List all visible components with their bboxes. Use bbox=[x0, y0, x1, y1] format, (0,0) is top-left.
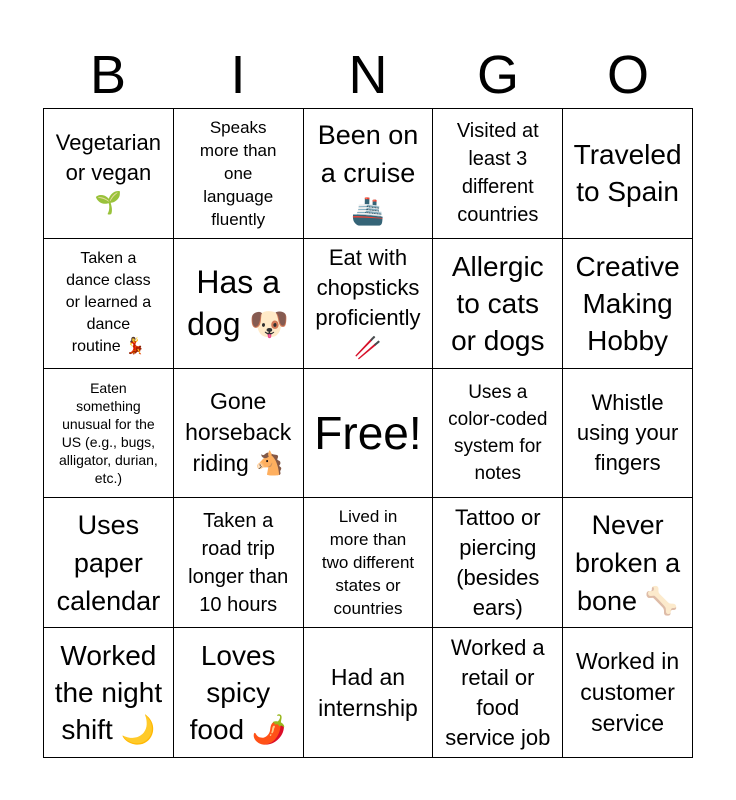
bingo-cell-r1c4[interactable] bbox=[433, 109, 563, 239]
cell-text: Whistle using your fingers bbox=[576, 389, 679, 475]
cell-text: Speaks more than one language fluently bbox=[199, 117, 277, 229]
cell-text: Has a dog 🐶 bbox=[187, 264, 290, 343]
bingo-cell-r3c2[interactable] bbox=[174, 369, 304, 499]
cell-text: Worked a retail or food service job bbox=[445, 634, 551, 750]
cell-text: Vegetarian or vegan 🌱 bbox=[55, 130, 161, 216]
bingo-cell-r2c2[interactable] bbox=[174, 239, 304, 369]
bingo-cell-r1c2[interactable] bbox=[174, 109, 304, 239]
header-letter-n: N bbox=[348, 45, 388, 105]
bingo-board bbox=[43, 108, 693, 758]
bingo-cell-r1c1[interactable] bbox=[44, 109, 174, 239]
cell-text: Never broken a bone 🦴 bbox=[575, 509, 681, 616]
bingo-cell-r2c1[interactable] bbox=[44, 239, 174, 369]
cell-text: Had an internship bbox=[318, 663, 418, 721]
cell-text: Uses paper calendar bbox=[56, 509, 161, 616]
bingo-cell-r5c2[interactable] bbox=[174, 628, 304, 758]
cell-text: Taken a dance class or learned a dance routine 💃 bbox=[65, 250, 152, 356]
cell-text: Eaten something unusual for the US (e.g., bugs, alligator, durian, etc.) bbox=[58, 379, 158, 486]
bingo-cell-r4c1[interactable] bbox=[44, 498, 174, 628]
bingo-cell-r3c1[interactable] bbox=[44, 369, 174, 499]
bingo-cell-r3c4[interactable] bbox=[433, 369, 563, 499]
cell-text: Taken a road trip longer than 10 hours bbox=[188, 509, 289, 616]
bingo-cell-free[interactable] bbox=[304, 369, 434, 499]
bingo-cell-r3c5[interactable] bbox=[563, 369, 693, 499]
cell-text: Worked the night shift 🌙 bbox=[54, 640, 163, 746]
bingo-cell-r5c4[interactable] bbox=[433, 628, 563, 758]
bingo-cell-r2c5[interactable] bbox=[563, 239, 693, 369]
header-letter-o: O bbox=[606, 45, 649, 105]
bingo-cell-r4c4[interactable] bbox=[433, 498, 563, 628]
header-letter-i: I bbox=[230, 45, 246, 105]
bingo-cell-r5c3[interactable] bbox=[304, 628, 434, 758]
bingo-cell-r1c5[interactable] bbox=[563, 109, 693, 239]
cell-text: Gone horseback riding 🐴 bbox=[185, 388, 292, 477]
bingo-cell-r4c3[interactable] bbox=[304, 498, 434, 628]
bingo-cell-r4c2[interactable] bbox=[174, 498, 304, 628]
cell-text: Been on a cruise 🚢 bbox=[317, 120, 419, 227]
bingo-header bbox=[43, 44, 693, 106]
cell-text: Loves spicy food 🌶️ bbox=[189, 640, 287, 746]
cell-text: Uses a color-coded system for notes bbox=[448, 381, 548, 484]
cell-text: Creative Making Hobby bbox=[575, 250, 680, 356]
cell-text: Worked in customer service bbox=[576, 648, 680, 737]
cell-text: Tattoo or piercing (besides ears) bbox=[454, 504, 541, 620]
bingo-cell-r1c3[interactable] bbox=[304, 109, 434, 239]
bingo-cell-r4c5[interactable] bbox=[563, 498, 693, 628]
header-letter-b: B bbox=[89, 45, 127, 105]
cell-text: Traveled to Spain bbox=[573, 139, 682, 208]
header-letter-g: G bbox=[476, 45, 519, 105]
cell-text: Visited at least 3 different countries bbox=[456, 120, 539, 227]
bingo-cell-r5c1[interactable] bbox=[44, 628, 174, 758]
cell-text: Eat with chopsticks proficiently 🥢 bbox=[315, 245, 421, 361]
cell-text: Allergic to cats or dogs bbox=[451, 250, 545, 356]
bingo-cell-r2c3[interactable] bbox=[304, 239, 434, 369]
bingo-cell-r5c5[interactable] bbox=[563, 628, 693, 758]
free-space-text: Free! bbox=[314, 406, 422, 459]
bingo-cell-r2c4[interactable] bbox=[433, 239, 563, 369]
cell-text: Lived in more than two different states or countries bbox=[321, 507, 415, 619]
